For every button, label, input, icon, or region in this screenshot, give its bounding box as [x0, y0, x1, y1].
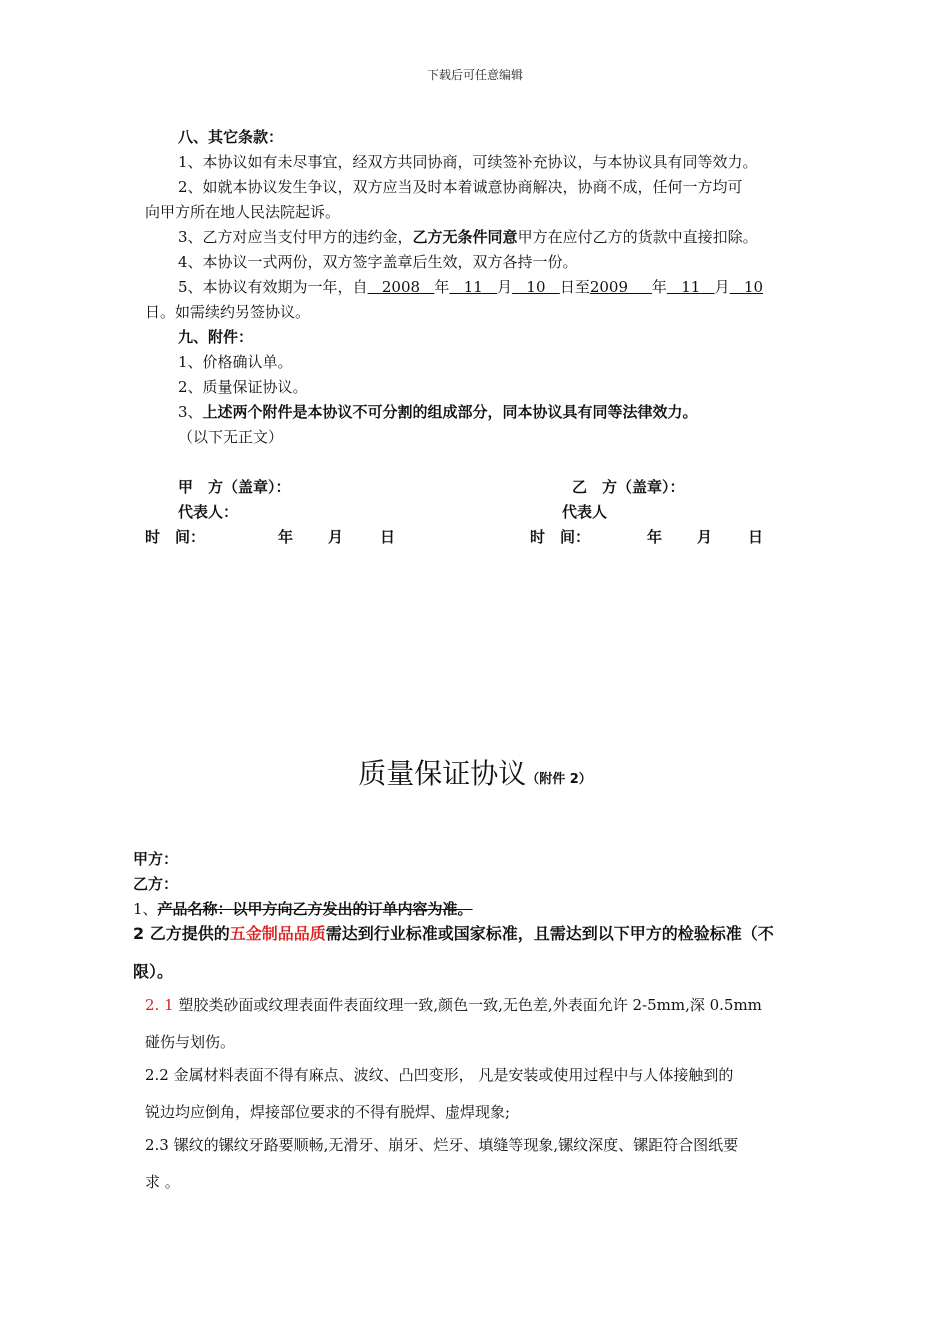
clause-2-2-line1: 2.2 金属材料表面不得有麻点、波纹、凸凹变形， 凡是安装或使用过程中与人体接触到的 — [145, 1066, 734, 1084]
annex2-item1 — [133, 898, 473, 920]
item5-prefix: 5、本协议有效期为一年，自 — [178, 278, 368, 296]
item5-end-year: 2009 — [589, 278, 629, 296]
section8-item2-line2: 向甲方所在地人民法院起诉。 — [145, 203, 341, 221]
annex2-item1-num: 1、 — [133, 900, 158, 918]
party-a-time-label: 时 间： — [145, 528, 206, 546]
clause-2-1-line2: 碰伤与划伤。 — [145, 1033, 236, 1051]
party-a-rep: 代表人： — [178, 503, 239, 521]
annex2-item2-red: 五金制品品质 — [229, 924, 326, 943]
annex2-item2-post: 需达到行业标准或国家标准，且需达到以下甲方的检验标准（不 — [325, 924, 774, 943]
party-a-seal: 甲 方（盖章）： — [178, 478, 291, 496]
item5-start-day: 10 — [526, 278, 546, 296]
section8-item3 — [178, 226, 758, 248]
annex2-party-b: 乙方： — [133, 875, 179, 893]
section8-heading: 八、其它条款： — [178, 128, 284, 146]
section8-item3-pre: 3、乙方对应当支付甲方的违约金， — [178, 228, 413, 246]
item5-end-day: 10 — [743, 278, 764, 296]
item5-year-word: 年 — [434, 278, 450, 296]
item5-start-month: 11 — [463, 278, 483, 296]
clause-2-1-text: 塑胶类砂面或纹理表面件表面纹理一致,颜色一致,无色差,外表面允许 2-5mm,深 0.5mm — [173, 996, 762, 1014]
party-b-day: 日 — [748, 528, 764, 546]
party-a-day: 日 — [380, 528, 396, 546]
end-note: （以下无正文） — [178, 428, 284, 446]
clause-2-1-num: 2. 1 — [145, 996, 174, 1014]
item5-mid: 日至 — [559, 278, 590, 296]
section9-item3-bold: 上述两个附件是本协议不可分割的组成部分，同本协议具有同等法律效力。 — [202, 403, 698, 421]
section8-item3-bold: 乙方无条件同意 — [412, 228, 518, 246]
section9-item2: 2、质量保证协议。 — [178, 378, 308, 396]
party-b-seal: 乙 方（盖章）： — [572, 478, 685, 496]
section8-item4: 4、本协议一式两份，双方签字盖章后生效，双方各持一份。 — [178, 253, 578, 271]
clause-2-1-line1 — [145, 994, 762, 1016]
section8-item5-line2: 日。如需续约另签协议。 — [145, 303, 311, 321]
section8-item2-line1: 2、如就本协议发生争议，双方应当及时本着诚意协商解决，协商不成，任何一方均可 — [178, 178, 743, 196]
item5-start-year: 2008 — [381, 278, 421, 296]
party-b-time-label: 时 间： — [530, 528, 591, 546]
section9-item1: 1、价格确认单。 — [178, 353, 293, 371]
item5-end-month: 11 — [681, 278, 701, 296]
party-b-rep: 代表人 — [562, 503, 608, 521]
section9-item3 — [178, 401, 698, 423]
annex2-item2-line1 — [133, 922, 774, 946]
party-a-year: 年 — [278, 528, 294, 546]
item5-year-word-2: 年 — [651, 278, 667, 296]
section8-item1: 1、本协议如有未尽事宜，经双方共同协商，可续签补充协议，与本协议具有同等效力。 — [178, 153, 758, 171]
clause-2-3-line1: 2.3 镙纹的镙纹牙路要顺畅,无滑牙、崩牙、烂牙、填缝等现象,镙纹深度、镙距符合图纸要 — [145, 1136, 739, 1154]
annex2-title — [0, 752, 950, 792]
item5-month-word: 月 — [497, 278, 513, 296]
annex2-item2-line2: 限）。 — [133, 962, 174, 981]
annex2-item2-pre: 2 乙方提供的 — [133, 924, 230, 943]
annex2-party-a: 甲方： — [133, 850, 179, 868]
clause-2-2-line2: 锐边均应倒角，焊接部位要求的不得有脱焊、虚焊现象; — [145, 1103, 511, 1121]
annex2-item1-text: 产品名称：以甲方向乙方发出的订单内容为准。 — [157, 900, 473, 918]
section8-item3-post: 甲方在应付乙方的货款中直接扣除。 — [517, 228, 758, 246]
section8-item5-line1 — [178, 276, 763, 298]
section9-item3-num: 3、 — [178, 403, 203, 421]
party-a-month: 月 — [328, 528, 344, 546]
page-header: 下载后可任意编辑 — [426, 68, 523, 82]
section9-heading: 九、附件： — [178, 328, 254, 346]
item5-month-word-2: 月 — [714, 278, 730, 296]
annex2-title-sub: （附件 2） — [526, 772, 592, 787]
party-b-year: 年 — [647, 528, 663, 546]
annex2-title-main: 质量保证协议 — [358, 757, 527, 790]
party-b-month: 月 — [697, 528, 713, 546]
clause-2-3-line2: 求 。 — [145, 1173, 180, 1191]
